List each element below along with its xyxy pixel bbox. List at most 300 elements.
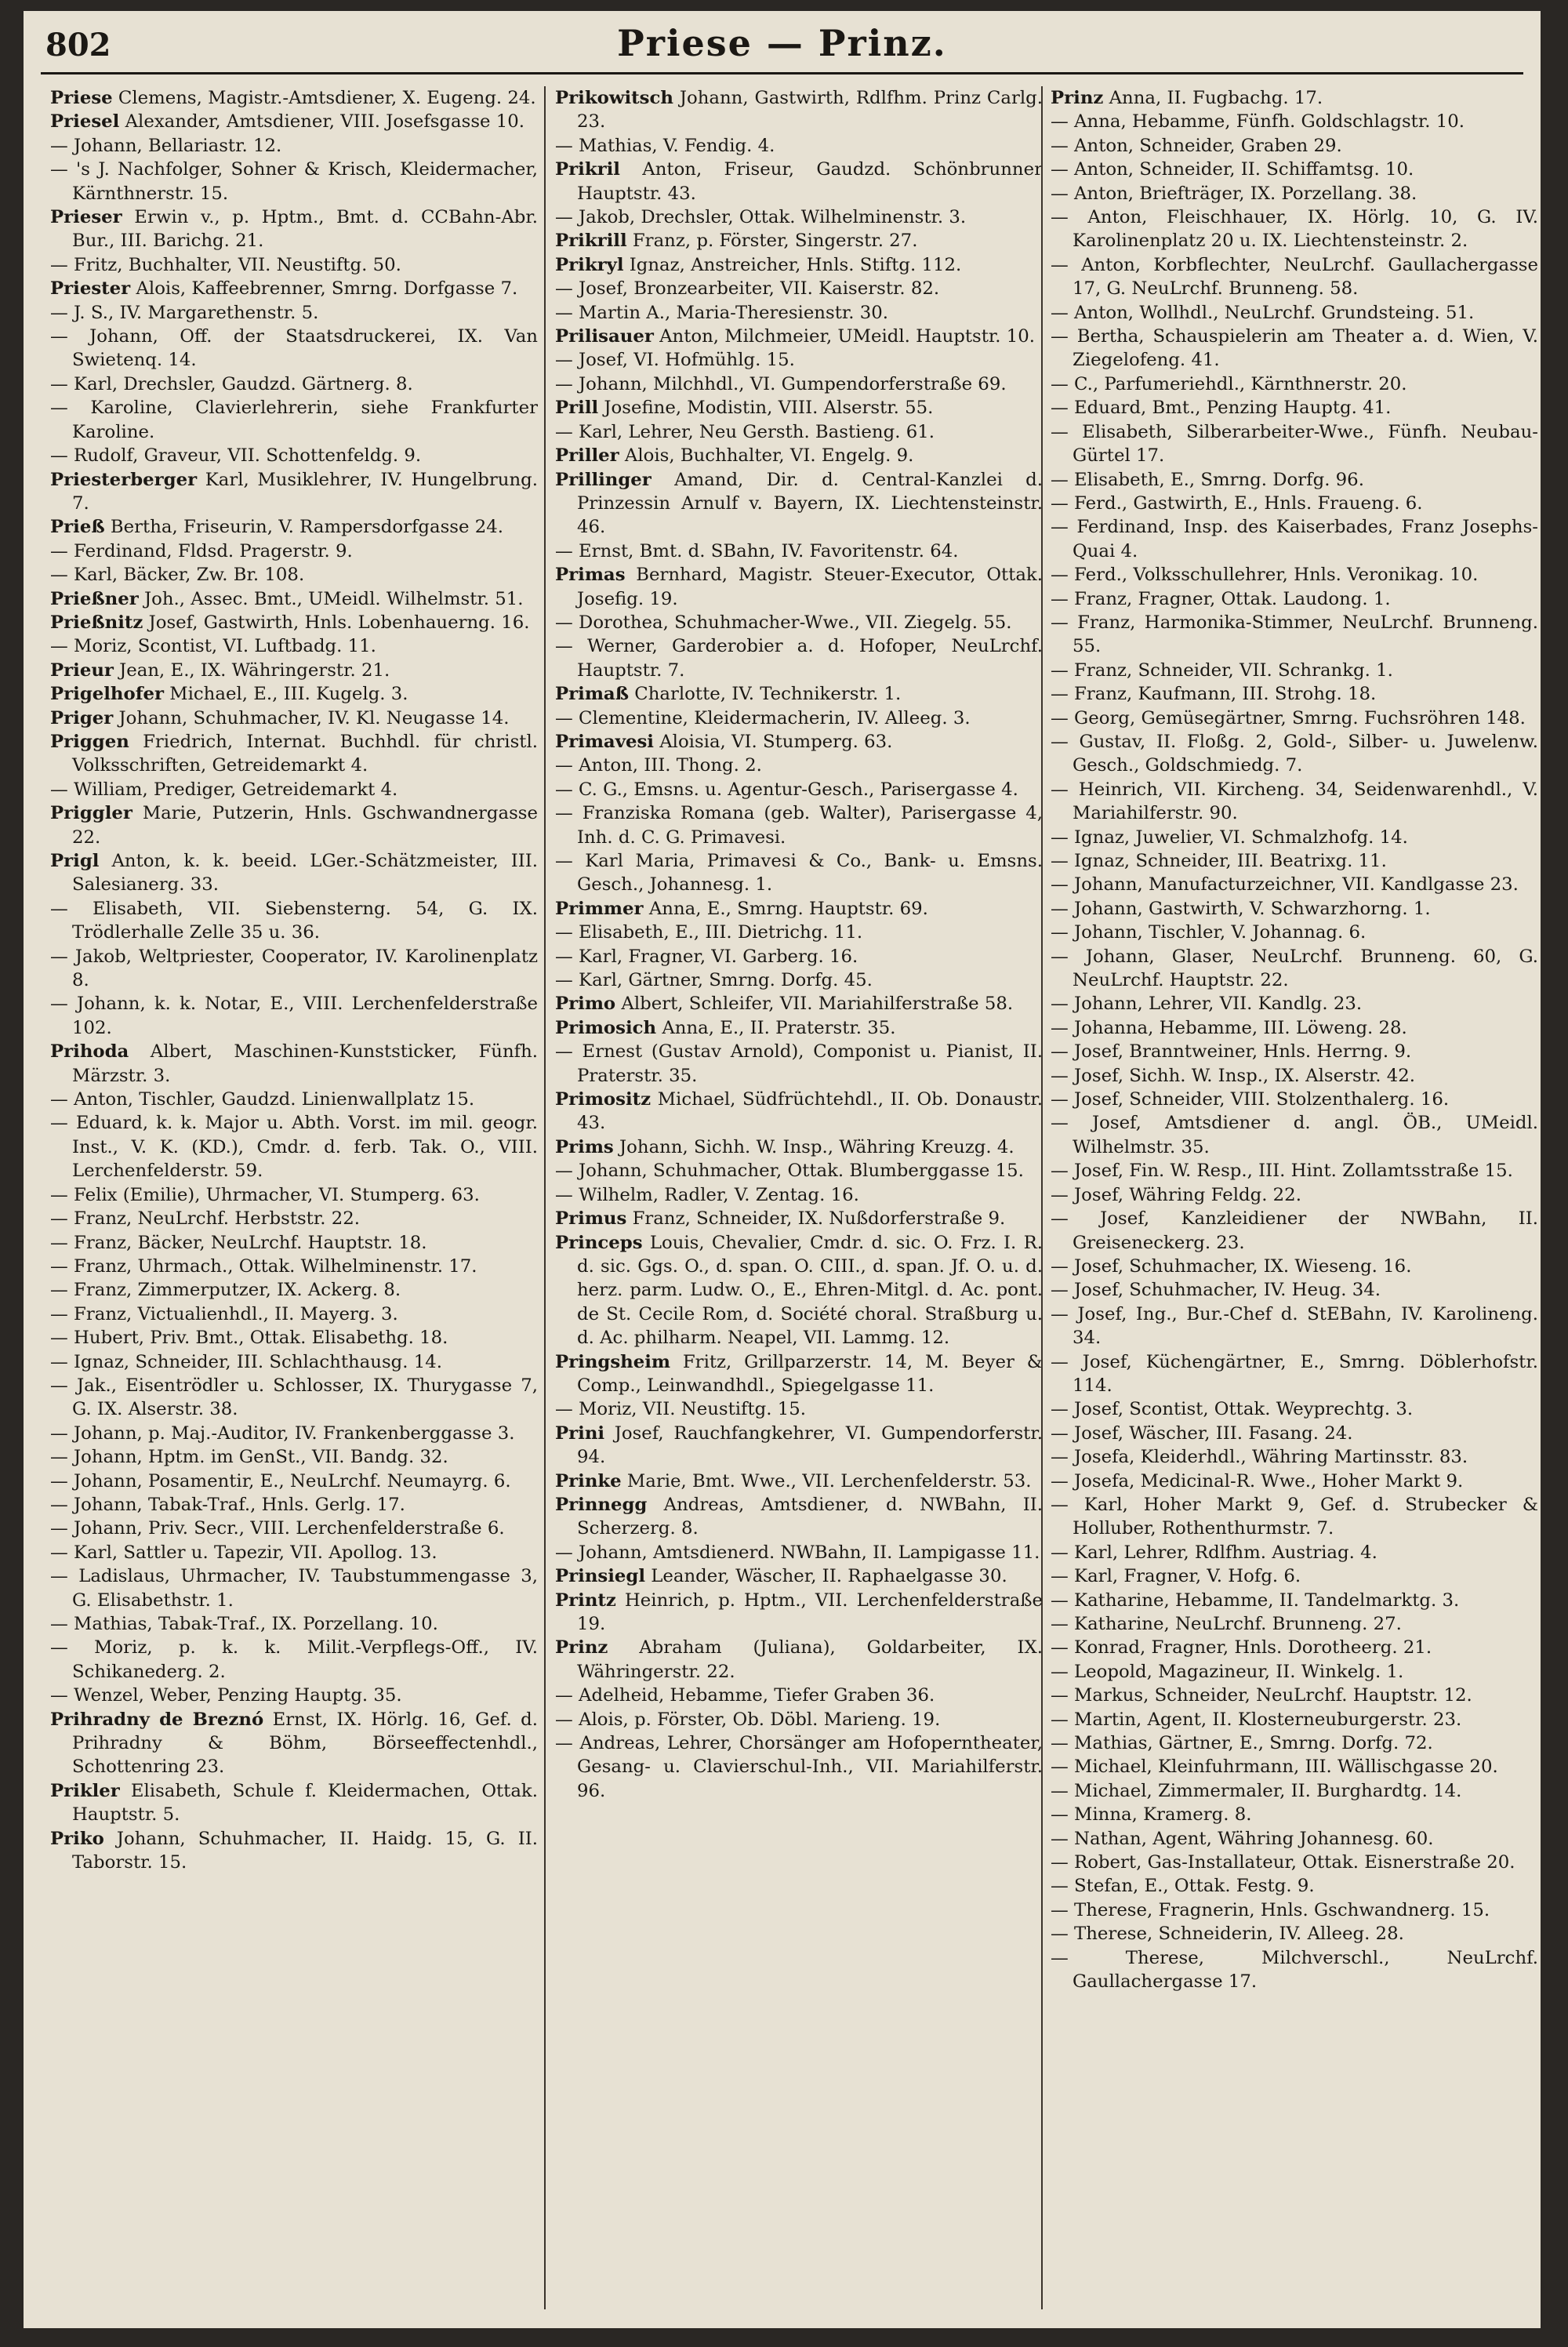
directory-entry (1051, 1731, 1538, 1755)
directory-entry (1051, 1708, 1538, 1731)
directory-entry (555, 372, 1043, 396)
entry-details: — Franziska Romana (geb. Walter), Parisergasse 4, Inh. d. C. G. Primavesi. (555, 803, 1043, 848)
directory-entry (1051, 468, 1538, 492)
directory-entry (555, 778, 1043, 801)
directory-entry (555, 1708, 1043, 1731)
directory-entry (1051, 1207, 1538, 1255)
entry-details: — Rudolf, Graveur, VII. Schottenfeldg. 9. (50, 445, 422, 467)
entry-surname: Prihoda (50, 1041, 129, 1063)
entry-details: — Franz, Victualienhdl., II. Mayerg. 3. (50, 1303, 398, 1324)
entry-details: — Fritz, Buchhalter, VII. Neustiftg. 50. (50, 254, 401, 275)
entry-details: Louis, Chevalier, Cmdr. d. sic. O. Frz. I. R. d. sic. Ggs. O., d. span. O. CIII., d. span. Jf. O. u. d. herz. parm. Ludw. O., E., Ehren-Mitgl. d. Ac. pont. de St. Cecile Rom, d. Société choral. Straßburg u. d. Ac. philharm. Neapel, VII. Lammg. 12. (577, 1232, 1043, 1349)
entry-details: Leander, Wäscher, II. Raphaelgasse 30. (645, 1566, 1007, 1587)
entry-surname: Prießnitz (50, 612, 143, 633)
entry-surname: Prillinger (555, 469, 652, 490)
entry-details: — Johann, Milchhdl., VI. Gumpendorferstraße 69. (555, 373, 1007, 394)
entry-details: Ernst, IX. Hörlg. 16, Gef. d. Prihradny & Böhm, Börseeffectenhdl., Schottenring 23. (72, 1709, 538, 1778)
directory-entry (555, 921, 1043, 944)
directory-entry (50, 86, 538, 110)
entry-details: — Johann, p. Maj.-Auditor, IV. Frankenberggasse 3. (50, 1422, 515, 1444)
directory-entry (50, 1040, 538, 1088)
directory-entry (1051, 325, 1538, 372)
entry-details: — Johann, Posamentir, E., NeuLrchf. Neumayrg. 6. (50, 1470, 511, 1491)
entry-details: Heinrich, p. Hptm., VII. Lerchenfelderstraße 19. (577, 1589, 1043, 1634)
directory-entry (555, 205, 1043, 229)
directory-entry (1051, 1684, 1538, 1707)
directory-entry (555, 1731, 1043, 1803)
directory-entry (555, 754, 1043, 777)
entry-details: — Franz, Uhrmach., Ottak. Wilhelminenstr. 17. (50, 1255, 477, 1277)
entry-details: Alexander, Amtsdiener, VIII. Josefsgasse 10. (119, 111, 525, 133)
entry-details: — Elisabeth, E., Smrng. Dorfg. 96. (1051, 469, 1364, 490)
entry-surname: Priko (50, 1828, 104, 1849)
entry-surname: Prinke (555, 1470, 622, 1491)
directory-entry (50, 659, 538, 682)
entry-details: — Eduard, Bmt., Penzing Hauptg. 41. (1051, 398, 1392, 419)
entry-details: — Ferdinand, Insp. des Kaiserbades, Franz Josephs-Quai 4. (1051, 517, 1538, 561)
directory-entry (50, 1612, 538, 1636)
entry-surname: Prieser (50, 207, 122, 228)
entry-details: — Anton, Schneider, II. Schiffamtsg. 10. (1051, 159, 1414, 180)
entry-details: — Johann, Glaser, NeuLrchf. Brunneng. 60, G. NeuLrchf. Hauptstr. 22. (1051, 946, 1538, 991)
entry-details: — Mathias, V. Fendig. 4. (555, 135, 775, 156)
entry-details: Anna, E., Smrng. Hauptstr. 69. (643, 898, 928, 919)
page-number: 802 (45, 27, 111, 64)
entry-details: — Jakob, Weltpriester, Cooperator, IV. Karolinenplatz 8. (50, 946, 538, 991)
entry-surname: Primas (555, 565, 626, 586)
entry-details: Abraham (Juliana), Goldarbeiter, IX. Währingerstr. 22. (577, 1637, 1043, 1682)
directory-entry (50, 730, 538, 778)
entry-surname: Prinnegg (555, 1494, 648, 1515)
directory-entry (1051, 945, 1538, 993)
directory-entry (555, 1231, 1043, 1350)
directory-entry (50, 611, 538, 634)
entry-details: Josef, Gastwirth, Hnls. Lobenhauerng. 16. (143, 612, 530, 633)
entry-details: Franz, p. Förster, Singerstr. 27. (626, 231, 918, 252)
entry-details: — Josef, Fin. W. Resp., III. Hint. Zollamtsstraße 15. (1051, 1161, 1513, 1182)
entry-details: — Elisabeth, VII. Siebensterng. 54, G. IX. Trödlerhalle Zelle 35 u. 36. (50, 898, 538, 943)
entry-details: — Mathias, Gärtner, E., Smrng. Dorfg. 72. (1051, 1733, 1433, 1754)
entry-details: Josefine, Modistin, VIII. Alserstr. 55. (598, 398, 934, 419)
directory-entry (50, 682, 538, 706)
entry-details: — Karl, Drechsler, Gaudzd. Gärtnerg. 8. (50, 373, 413, 394)
column-divider (544, 86, 546, 2309)
directory-entry (555, 229, 1043, 253)
entry-details: — Georg, Gemüsegärtner, Smrng. Fuchsröhren 148. (1051, 707, 1526, 728)
directory-entry (1051, 778, 1538, 826)
directory-entry (555, 707, 1043, 730)
directory-entry (1051, 1445, 1538, 1469)
directory-entry (1051, 1016, 1538, 1040)
entry-details: — Jak., Eisentrödler u. Schlosser, IX. Thurygasse 7, G. IX. Alserstr. 38. (50, 1375, 538, 1420)
directory-entry (50, 634, 538, 658)
directory-entry (50, 801, 538, 849)
entry-details: — J. S., IV. Margarethenstr. 5. (50, 302, 319, 323)
entry-surname: Prieß (50, 517, 105, 538)
directory-entry (50, 1278, 538, 1302)
entry-details: — Anton, Tischler, Gaudzd. Linienwallplatz 15. (50, 1089, 475, 1110)
directory-entry (555, 849, 1043, 897)
directory-entry (50, 1231, 538, 1255)
entry-details: — Johann, Manufacturzeichner, VII. Kandlgasse 23. (1051, 874, 1519, 896)
entry-surname: Prikowitsch (555, 88, 673, 108)
directory-entry (50, 1493, 538, 1517)
directory-entry (555, 611, 1043, 634)
entry-details: — Wenzel, Weber, Penzing Hauptg. 35. (50, 1685, 402, 1706)
entry-details: — Johann, Amtsdienerd. NWBahn, II. Lampigasse 11. (555, 1542, 1040, 1563)
directory-entry (1051, 1898, 1538, 1922)
directory-entry (1051, 921, 1538, 944)
directory-entry (1051, 492, 1538, 515)
directory-entry (1051, 515, 1538, 563)
entry-surname: Priller (555, 445, 619, 467)
directory-entry (1051, 707, 1538, 730)
entry-details: — Josefa, Medicinal-R. Wwe., Hoher Markt 9. (1051, 1470, 1464, 1491)
directory-entry (555, 945, 1043, 968)
entry-details: — Anton, Schneider, Graben 29. (1051, 135, 1342, 156)
entry-surname: Prießner (50, 588, 139, 609)
entry-details: — Johann, Tischler, V. Johannag. 6. (1051, 922, 1367, 943)
directory-entry (1051, 1064, 1538, 1088)
entry-details: Friedrich, Internat. Buchhdl. für christl. Volksschriften, Getreidemarkt 4. (72, 731, 538, 776)
directory-entry (555, 1541, 1043, 1564)
entry-details: — Karl, Fragner, VI. Garberg. 16. (555, 946, 858, 967)
entry-details: — Karl, Hoher Markt 9, Gef. d. Strubecker & Holluber, Rothenthurmstr. 7. (1051, 1494, 1538, 1539)
entry-surname: Prinz (1051, 88, 1104, 108)
entry-details: — Wilhelm, Radler, V. Zentag. 16. (555, 1184, 859, 1205)
directory-entry (555, 730, 1043, 754)
entry-details: Johann, Gastwirth, Rdlfhm. Prinz Carlg. 23. (577, 88, 1043, 133)
entry-details: — Franz, Schneider, VII. Schrankg. 1. (1051, 659, 1393, 681)
directory-entry (50, 1302, 538, 1326)
entry-details: Michael, E., III. Kugelg. 3. (164, 684, 408, 705)
directory-entry (50, 897, 538, 945)
directory-entry (50, 778, 538, 801)
directory-entry (50, 1422, 538, 1445)
entry-details: — Martin, Agent, II. Klosterneuburgerstr. 23. (1051, 1709, 1462, 1730)
entry-details: Karl, Musiklehrer, IV. Hungelbrung. 7. (72, 469, 538, 514)
entry-details: — Michael, Zimmermaler, II. Burghardtg. 14. (1051, 1780, 1462, 1801)
directory-entry (555, 325, 1043, 348)
directory-entry (50, 1326, 538, 1350)
directory-entry (50, 1255, 538, 1278)
entry-details: Anton, Milchmeier, UMeidl. Hauptstr. 10. (653, 326, 1036, 347)
entry-details: Alois, Buchhalter, VI. Engelg. 9. (619, 445, 914, 467)
entry-details: Elisabeth, Schule f. Kleidermachen, Ottak. Hauptstr. 5. (72, 1780, 538, 1826)
entry-details: — Karl, Lehrer, Rdlfhm. Austriag. 4. (1051, 1542, 1377, 1563)
entry-details: Michael, Südfrüchtehdl., II. Ob. Donaustr. 43. (577, 1089, 1043, 1134)
entry-details: Franz, Schneider, IX. Nußdorferstraße 9. (626, 1208, 1006, 1230)
entry-details: — Bertha, Schauspielerin am Theater a. d. Wien, V. Ziegelofeng. 41. (1051, 326, 1538, 371)
directory-entry (50, 1827, 538, 1875)
directory-entry (555, 1040, 1043, 1088)
directory-entry (1051, 1755, 1538, 1778)
entry-details: Erwin v., p. Hptm., Bmt. d. CCBahn-Abr. Bur., III. Barichg. 21. (72, 207, 538, 252)
entry-surname: Primus (555, 1208, 627, 1230)
entry-details: — Anna, Hebamme, Fünfh. Goldschlagstr. 10. (1051, 111, 1465, 133)
entry-details: — Ignaz, Schneider, III. Schlachthausg. 14. (50, 1351, 442, 1372)
entry-details: — Ladislaus, Uhrmacher, IV. Taubstummengasse 3, G. Elisabethstr. 1. (50, 1566, 538, 1611)
entry-details: — Josef, Bronzearbeiter, VII. Kaiserstr. 82. (555, 278, 940, 300)
entry-details: Charlotte, IV. Technikerstr. 1. (629, 684, 902, 705)
entry-details: Josef, Rauchfangkehrer, VI. Gumpendorferstr. 94. (577, 1422, 1043, 1468)
directory-entry (1051, 301, 1538, 325)
directory-entry (50, 1470, 538, 1493)
directory-entry (1051, 86, 1538, 110)
entry-details: — Josef, Branntweiner, Hnls. Herrng. 9. (1051, 1041, 1412, 1063)
directory-entry (50, 707, 538, 730)
entry-details: — Hubert, Priv. Bmt., Ottak. Elisabethg. 18. (50, 1328, 448, 1349)
directory-entry (555, 1135, 1043, 1159)
directory-page (24, 11, 1541, 2328)
directory-entry (1051, 849, 1538, 873)
directory-entry (555, 682, 1043, 706)
entry-details: — Ferd., Volksschullehrer, Hnls. Veronikag. 10. (1051, 565, 1479, 586)
entry-details: — Josef, Währing Feldg. 22. (1051, 1184, 1301, 1205)
directory-entry (555, 1183, 1043, 1207)
entry-details: Clemens, Magistr.-Amtsdiener, X. Eugeng. 24. (112, 88, 536, 108)
column-1 (50, 86, 538, 2313)
entry-details: — Franz, Kaufmann, III. Strohg. 18. (1051, 684, 1377, 705)
directory-entry (50, 1708, 538, 1779)
directory-entry (50, 110, 538, 133)
entry-details: — Johanna, Hebamme, III. Löweng. 28. (1051, 1017, 1407, 1038)
entry-surname: Prieur (50, 659, 114, 681)
entry-details: — William, Prediger, Getreidemarkt 4. (50, 779, 398, 800)
directory-entry (1051, 396, 1538, 420)
directory-entry (1051, 1779, 1538, 1803)
header-rule (41, 72, 1523, 74)
entry-details: — Michael, Kleinfuhrmann, III. Wällischgasse 20. (1051, 1757, 1498, 1778)
entry-details: — Johann, Schuhmacher, Ottak. Blumberggasse 15. (555, 1161, 1024, 1182)
entry-details: — Franz, Fragner, Ottak. Laudong. 1. (1051, 588, 1391, 609)
directory-entry (1051, 1564, 1538, 1588)
directory-entry (1051, 1541, 1538, 1564)
entry-surname: Priester (50, 278, 131, 300)
directory-entry (50, 1779, 538, 1827)
directory-entry (555, 634, 1043, 682)
directory-entry (1051, 1422, 1538, 1445)
directory-entry (555, 277, 1043, 300)
entry-details: — Franz, Bäcker, NeuLrchf. Hauptstr. 18. (50, 1232, 427, 1253)
directory-entry (1051, 563, 1538, 587)
directory-entry (50, 444, 538, 467)
entry-details: — Katharine, NeuLrchf. Brunneng. 27. (1051, 1614, 1402, 1634)
entry-details: — Elisabeth, Silberarbeiter-Wwe., Fünfh. Neubau-Gürtel 17. (1051, 421, 1538, 467)
directory-entry (50, 372, 538, 396)
directory-entry (50, 540, 538, 563)
entry-surname: Prikril (555, 159, 620, 180)
directory-entry (50, 1088, 538, 1111)
directory-entry (50, 992, 538, 1040)
entry-surname: Pringsheim (555, 1351, 671, 1372)
entry-surname: Princeps (555, 1232, 643, 1253)
entry-details: — Heinrich, VII. Kircheng. 34, Seidenwarenhdl., V. Mariahilferstr. 90. (1051, 779, 1538, 824)
entry-details: — Johann, Lehrer, VII. Kandlg. 23. (1051, 994, 1363, 1015)
directory-entry (50, 1517, 538, 1540)
entry-details: Alois, Kaffeebrenner, Smrng. Dorfgasse 7. (130, 278, 518, 300)
entry-details: — Anton, Briefträger, IX. Porzellang. 38. (1051, 183, 1417, 204)
directory-entry (1051, 1350, 1538, 1398)
entry-details: — Katharine, Hebamme, II. Tandelmarktg. 3. (1051, 1589, 1460, 1611)
entry-details: — Jakob, Drechsler, Ottak. Wilhelminenstr. 3. (555, 207, 967, 228)
entry-surname: Prill (555, 398, 599, 419)
entry-details: — Konrad, Fragner, Hnls. Dorotheerg. 21. (1051, 1637, 1432, 1659)
entry-details: Anna, II. Fugbachg. 17. (1103, 88, 1323, 108)
entry-details: — Elisabeth, E., III. Dietrichg. 11. (555, 922, 863, 943)
entry-details: Aloisia, VI. Stumperg. 63. (653, 731, 893, 752)
entry-details: — Markus, Schneider, NeuLrchf. Hauptstr. 12. (1051, 1685, 1472, 1706)
entry-surname: Prihradny de Breznó (50, 1709, 264, 1730)
entry-details: — Josef, Sichh. W. Insp., IX. Alserstr. 42. (1051, 1065, 1415, 1086)
directory-entry (1051, 659, 1538, 682)
directory-entry (1051, 1470, 1538, 1493)
entry-details: — Josef, Kanzleidiener der NWBahn, II. Greiseneckerg. 23. (1051, 1208, 1538, 1253)
entry-details: — Josef, Küchengärtner, E., Smrng. Döblerhofstr. 114. (1051, 1351, 1538, 1396)
directory-entry (1051, 1851, 1538, 1874)
entry-surname: Priesterberger (50, 469, 198, 490)
directory-entry (555, 897, 1043, 921)
entry-surname: Priger (50, 707, 114, 728)
directory-entry (1051, 1612, 1538, 1636)
directory-entry (555, 420, 1043, 444)
directory-entry (50, 158, 538, 205)
directory-entry (555, 1636, 1043, 1684)
directory-entry (555, 468, 1043, 540)
entry-details: — Karl, Lehrer, Neu Gersth. Bastieng. 61. (555, 421, 935, 442)
entry-details: — 's J. Nachfolger, Sohner & Krisch, Kleidermacher, Kärnthnerstr. 15. (50, 159, 538, 204)
directory-entry (1051, 1874, 1538, 1898)
directory-entry (1051, 1159, 1538, 1183)
directory-entry (1051, 372, 1538, 396)
entry-details: — Josef, VI. Hofmühlg. 15. (555, 350, 795, 371)
directory-entry (555, 158, 1043, 205)
entry-details: Marie, Bmt. Wwe., VII. Lerchenfelderstr. 53. (621, 1470, 1032, 1491)
directory-entry (1051, 182, 1538, 205)
directory-entry (50, 1541, 538, 1564)
directory-entry (1051, 1660, 1538, 1684)
directory-entry (50, 515, 538, 539)
entry-details: — Werner, Garderobier a. d. Hofoper, NeuLrchf. Hauptstr. 7. (555, 636, 1043, 681)
entry-details: — Karoline, Clavierlehrerin, siehe Frankfurter Karoline. (50, 398, 538, 442)
entry-surname: Primaß (555, 684, 630, 705)
entry-details: — Therese, Fragnerin, Hnls. Gschwandnerg. 15. (1051, 1899, 1490, 1920)
entry-surname: Prikryl (555, 254, 624, 275)
entry-details: — Johann, Tabak-Traf., Hnls. Gerlg. 17. (50, 1494, 405, 1515)
entry-details: — Clementine, Kleidermacherin, IV. Alleeg. 3. (555, 707, 971, 728)
entry-surname: Prilisauer (555, 326, 654, 347)
entry-details: — Gustav, II. Floßg. 2, Gold-, Silber- u. Juwelenw. Gesch., Goldschmiedg. 7. (1051, 731, 1538, 776)
directory-entry (1051, 1636, 1538, 1659)
directory-entry (555, 1564, 1043, 1588)
entry-details: — Adelheid, Hebamme, Tiefer Graben 36. (555, 1685, 935, 1706)
directory-entry (1051, 1397, 1538, 1421)
directory-entry (1051, 134, 1538, 158)
directory-entry (50, 1111, 538, 1183)
directory-entry (555, 1016, 1043, 1040)
directory-entry (50, 1350, 538, 1374)
column-2 (555, 86, 1043, 2313)
directory-entry (555, 1207, 1043, 1230)
entry-details: — Karl, Gärtner, Smrng. Dorfg. 45. (555, 970, 873, 991)
entry-details: Johann, Sichh. W. Insp., Währing Kreuzg. 4. (613, 1136, 1014, 1157)
entry-details: — Andreas, Lehrer, Chorsänger am Hofoperntheater, Gesang- u. Clavierschul-Inh., VII. Mariahilferstr. 96. (555, 1733, 1043, 1801)
entry-details: — Ignaz, Schneider, III. Beatrixg. 11. (1051, 851, 1387, 871)
directory-entry (50, 1183, 538, 1207)
entry-details: Ignaz, Anstreicher, Hnls. Stiftg. 112. (623, 254, 962, 275)
directory-entry (50, 253, 538, 277)
directory-entry (50, 301, 538, 325)
directory-entry (50, 1207, 538, 1230)
directory-entry (1051, 873, 1538, 896)
entry-details: — Martin A., Maria-Theresienstr. 30. (555, 302, 888, 323)
directory-entry (50, 849, 538, 897)
entry-details: — Anton, III. Thong. 2. (555, 755, 762, 776)
entry-surname: Primmer (555, 898, 644, 919)
entry-surname: Primosich (555, 1017, 657, 1038)
directory-entry (50, 1636, 538, 1684)
entry-details: — Alois, p. Förster, Ob. Döbl. Marieng. 19. (555, 1709, 941, 1730)
directory-entry (1051, 730, 1538, 778)
entry-details: — Johann, Gastwirth, V. Schwarzhorng. 1. (1051, 898, 1431, 919)
entry-details: — Ernest (Gustav Arnold), Componist u. Pianist, II. Praterstr. 35. (555, 1041, 1043, 1086)
entry-details: — Franz, Harmonika-Stimmer, NeuLrchf. Brunneng. 55. (1051, 612, 1538, 657)
entry-surname: Priese (50, 88, 113, 108)
directory-entry (50, 468, 538, 516)
directory-entry (50, 277, 538, 300)
entry-details: Johann, Schuhmacher, IV. Kl. Neugasse 14. (113, 707, 510, 728)
directory-entry (1051, 1803, 1538, 1826)
entry-details: Johann, Schuhmacher, II. Haidg. 15, G. II. Taborstr. 15. (72, 1828, 538, 1873)
entry-details: — Therese, Milchverschl., NeuLrchf. Gaullachergasse 17. (1051, 1947, 1538, 1993)
directory-entry (50, 1374, 538, 1422)
entry-details: — Minna, Kramerg. 8. (1051, 1804, 1252, 1826)
running-head: Priese — Prinz. (617, 22, 947, 64)
entry-details: Marie, Putzerin, Hnls. Gschwandnergasse 22. (72, 803, 538, 848)
entry-details: Andreas, Amtsdiener, d. NWBahn, II. Scherzerg. 8. (577, 1494, 1043, 1539)
entry-details: — Josef, Ing., Bur.-Chef d. StEBahn, IV. Karolineng. 34. (1051, 1303, 1538, 1349)
entry-surname: Prigl (50, 851, 100, 871)
directory-entry (1051, 992, 1538, 1015)
entry-details: Jean, E., IX. Währingerstr. 21. (113, 659, 390, 681)
entry-surname: Prikler (50, 1780, 120, 1801)
directory-entry (555, 563, 1043, 611)
entry-details: — C. G., Emsns. u. Agentur-Gesch., Parisergasse 4. (555, 779, 1018, 800)
entry-details: — Josef, Amtsdiener d. angl. ÖB., UMeidl. Wilhelmstr. 35. (1051, 1113, 1538, 1157)
entry-details: — Johann, Off. der Staatsdruckerei, IX. Van Swietenq. 14. (50, 326, 538, 371)
entry-surname: Prims (555, 1136, 614, 1157)
directory-entry (1051, 682, 1538, 706)
directory-entry (555, 86, 1043, 134)
directory-entry (1051, 897, 1538, 921)
entry-details: — Anton, Korbflechter, NeuLrchf. Gaullachergasse 17, G. NeuLrchf. Brunneng. 58. (1051, 254, 1538, 300)
entry-details: — Therese, Schneiderin, IV. Alleeg. 28. (1051, 1924, 1404, 1945)
entry-details: — Anton, Wollhdl., NeuLrchf. Grundsteing. 51. (1051, 302, 1475, 323)
entry-details: — Johann, k. k. Notar, E., VIII. Lerchenfelderstraße 102. (50, 994, 538, 1038)
entry-details: — Moriz, Scontist, VI. Luftbadg. 11. (50, 636, 376, 657)
entry-details: Albert, Schleifer, VII. Mariahilferstraße 58. (615, 994, 1014, 1015)
entry-details: — Ignaz, Juwelier, VI. Schmalzhofg. 14. (1051, 827, 1408, 848)
entry-details: — Karl, Sattler u. Tapezir, VII. Apollog. 13. (50, 1542, 437, 1563)
directory-entry (1051, 1493, 1538, 1541)
entry-details: — Karl, Fragner, V. Hofg. 6. (1051, 1566, 1301, 1587)
entry-details: — Stefan, E., Ottak. Festg. 9. (1051, 1876, 1315, 1897)
directory-entry (555, 1684, 1043, 1707)
directory-entry (1051, 1255, 1538, 1278)
directory-entry (50, 396, 538, 444)
entry-details: — Eduard, k. k. Major u. Abth. Vorst. im mil. geogr. Inst., V. K. (KD.), Cmdr. d. ferb. Tak. O., VIII. Lerchenfelderstr. 59. (50, 1113, 538, 1182)
entry-details: — Karl Maria, Primavesi & Co., Bank- u. Emsns. Gesch., Johannesg. 1. (555, 851, 1043, 896)
